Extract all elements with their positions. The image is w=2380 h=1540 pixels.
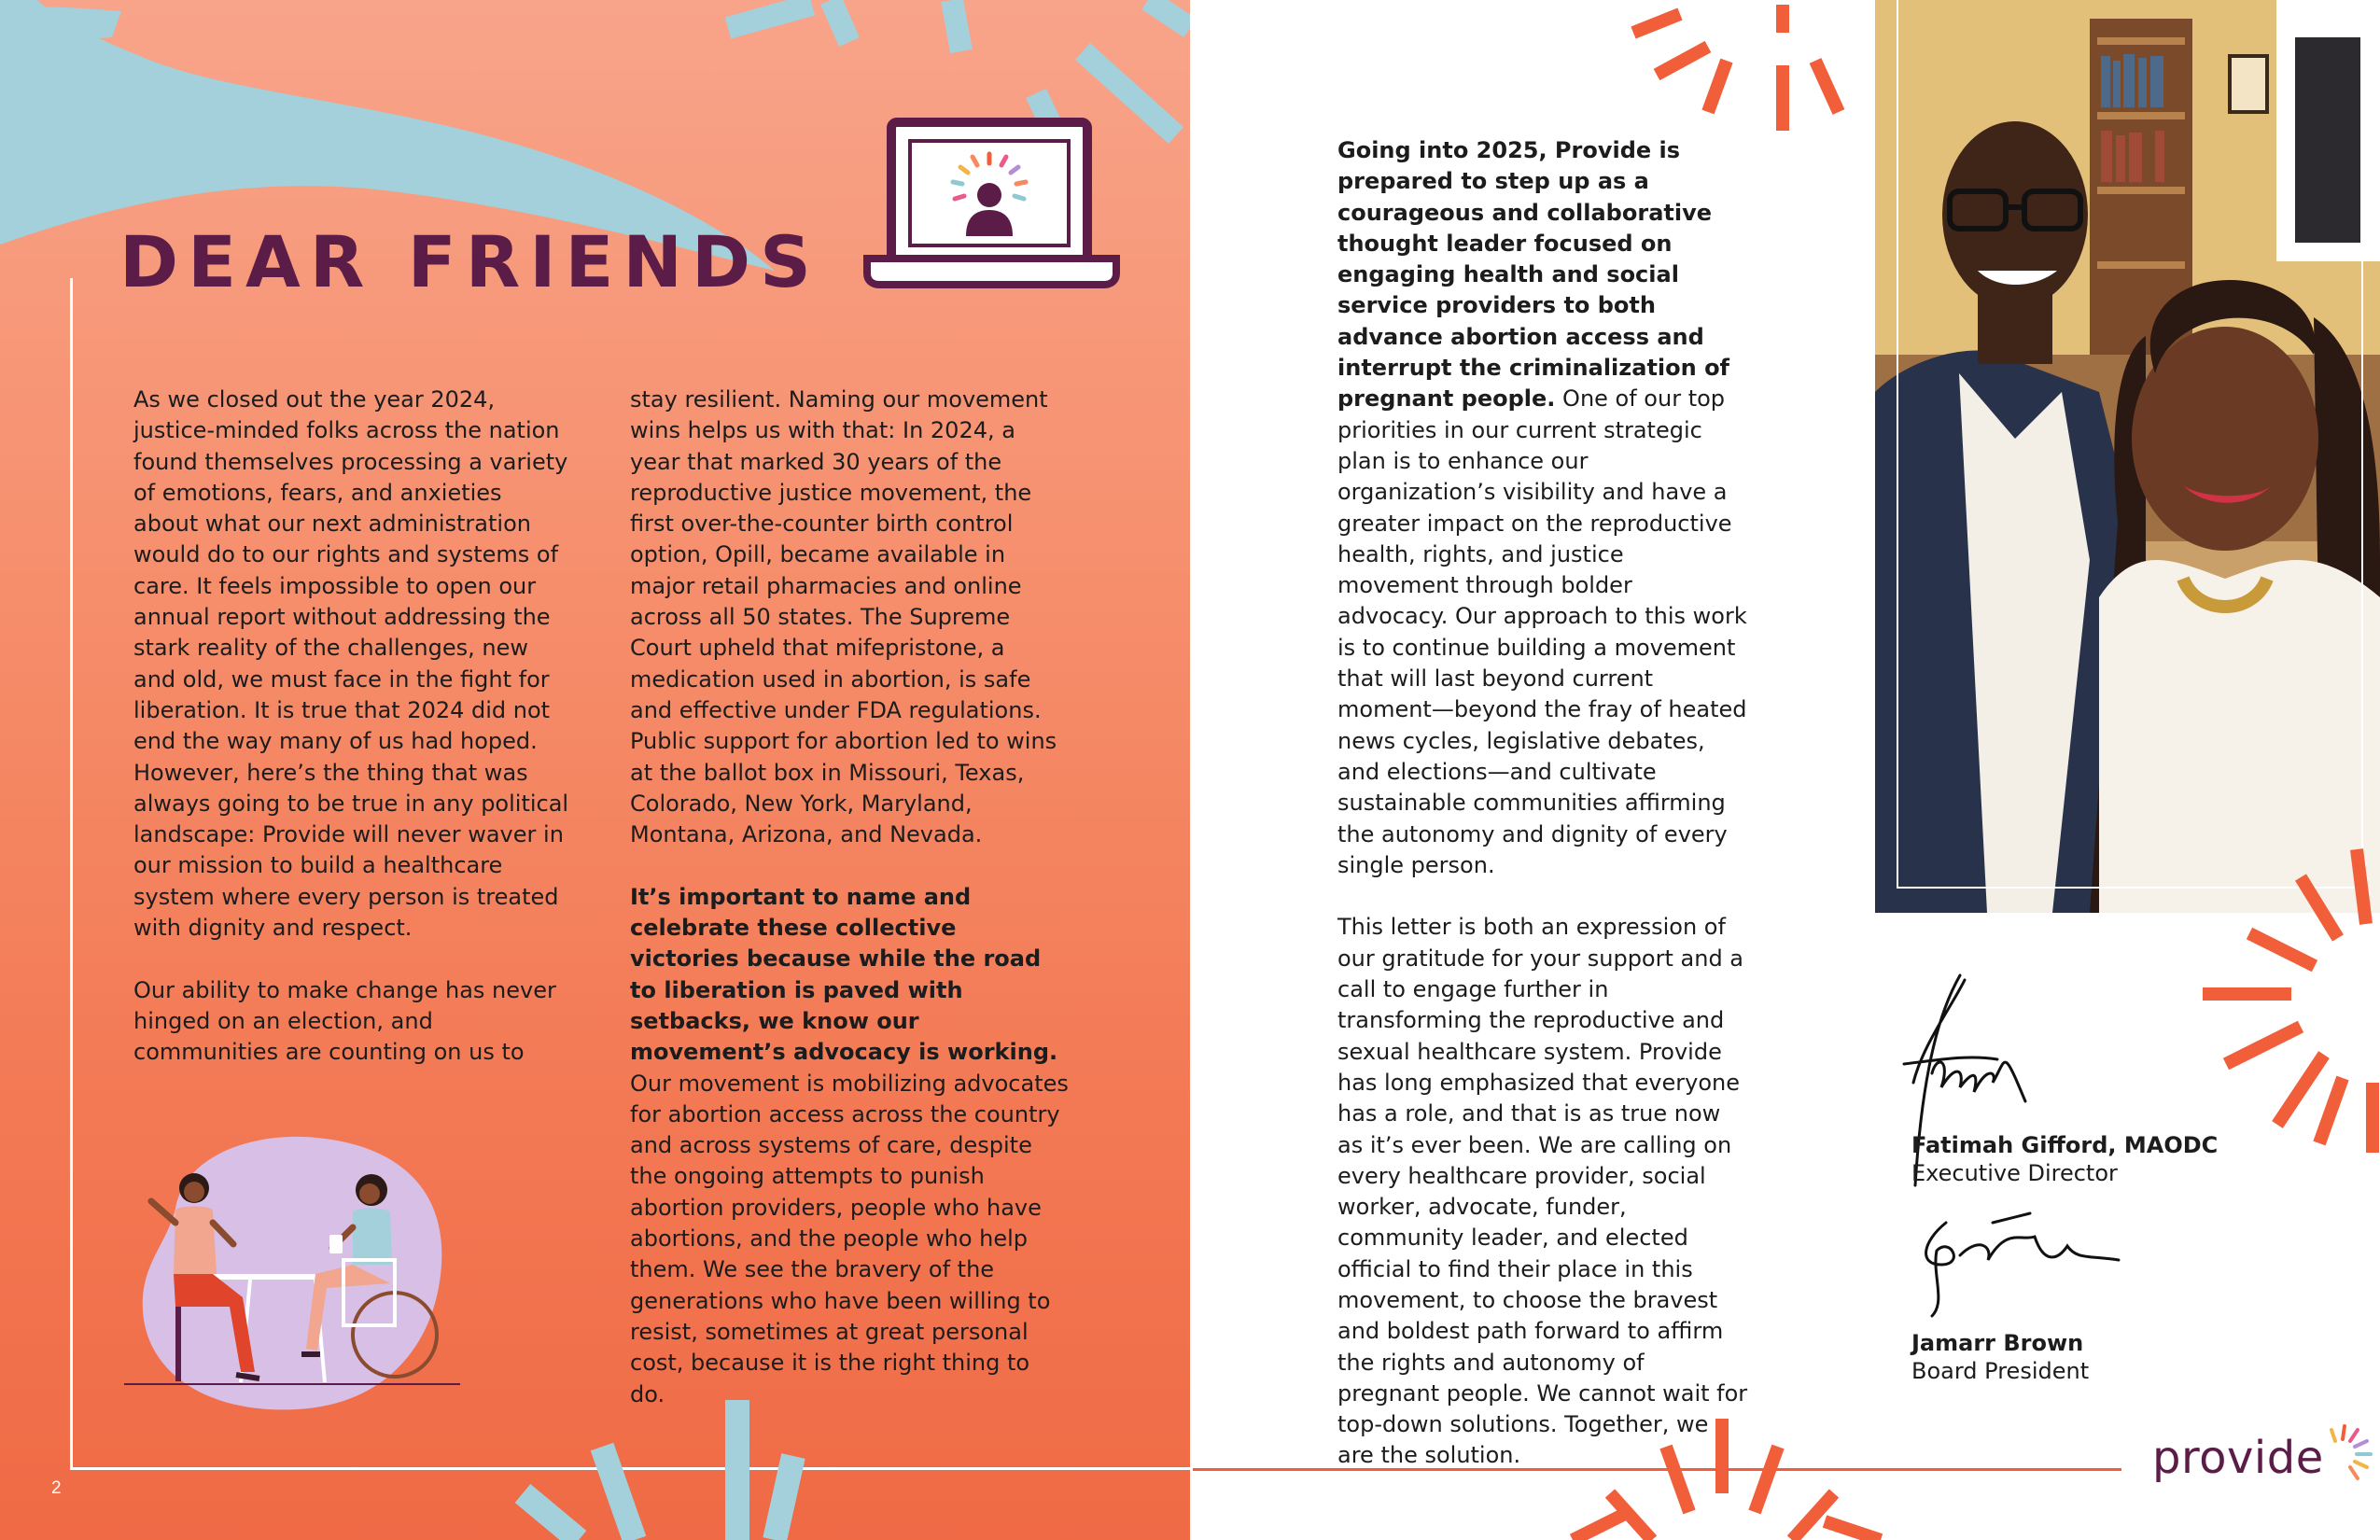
signatory-1-role: Executive Director (1911, 1160, 2118, 1186)
column-3-paragraph-2: This letter is both an expression of our gratitude for your support and a call to engage further in transforming the reproductive and sexual healthcare system. Provide has long emphasized that everyone has a role, and that is as true now as it’s ever been. We are calling on every healthcare provider, social worker, advocate, funder, community leader, and elected official to find their place in this movement, to choose the bravest and boldest path forward to affirm the rights and autonomy of pregnant people. We cannot wait for top-down solutions. Together, we are the solution. (1337, 914, 1748, 1469)
provide-logo-text: provide (2152, 1432, 2324, 1484)
photo-frame (1897, 0, 2363, 889)
top-coral-sunburst (1624, 0, 1904, 140)
column-3-paragraph-1 (1337, 135, 1748, 881)
jamarr-signature (1904, 1209, 2128, 1321)
two-people-at-table-illustration (119, 1134, 474, 1414)
page-number: 2 (51, 1478, 62, 1498)
bottom-coral-sunburst (1563, 1409, 1890, 1540)
signatory-1-name: Fatimah Gifford, MAODC (1911, 1132, 2219, 1158)
column-1-paragraph-1: As we closed out the year 2024, justice-minded folks across the nation found themselves processing a variety of emotions, fears, and anxieties about what our next administration would do to our rights and systems of care. It feels impossible to open our annual report without addressing the stark reality of the challenges, new and old, we must face in the fight for liberation. It is true that 2024 did not end the way many of us had hoped. However, here’s the thing that was always going to be true in any political landscape: Provide will never waver in our mission to build a healthcare system where every person is treated with dignity and respect. (133, 386, 569, 942)
column-2-bold-lead: It’s important to name and celebrate these collective victories because while the road to liberation is paved with setbacks, we know our movement’s advocacy is working. (630, 883, 1058, 1066)
provide-logo (2152, 1419, 2380, 1484)
letter-column-2 (630, 385, 1069, 1441)
bottom-divider (1193, 1468, 2121, 1471)
provide-sunburst-icon (2324, 1419, 2380, 1484)
column-3-paragraph-1-rest: One of our top priorities in our current strategic plan is to enhance our organization’s visibility and have a greater impact on the reproductive health, rights, and justice movement through bolder advocacy. Our approach to this work is to continue building a movement that will last beyond current moment—beyond the fray of heated news cycles, legislative debates, and elections—and cultivate sustainable communities affirming the autonomy and dignity of every single person. (1337, 385, 1747, 878)
column-3-bold-lead: Going into 2025, Provide is prepared to step up as a courageous and collaborative thought leader focused on engaging health and social service providers to both advance abortion access and interrupt the criminalization of pregnant people. (1337, 137, 1729, 413)
letter-column-3 (1337, 135, 1748, 1503)
column-2-paragraph-2 (630, 882, 1069, 1410)
bottom-blue-sunburst (504, 1400, 877, 1540)
signatory-2 (1911, 1329, 2089, 1385)
column-2-paragraph-2-rest: Our movement is mobilizing advocates for abortion access across the country and across systems of care, despite the ongoing attempts to punish abortion providers, people who have abortions, and the people who help them. We see the bravery of the generations who have been willing to resist, sometimes at great personal cost, because it is the right thing to do. (630, 1070, 1069, 1407)
laptop-icon (863, 117, 1120, 289)
signatory-1 (1911, 1131, 2218, 1187)
letter-column-1 (133, 385, 572, 1099)
signatory-2-name: Jamarr Brown (1911, 1330, 2084, 1356)
page-title: DEAR FRIENDS (119, 220, 820, 303)
right-coral-sunburst (2198, 840, 2380, 1176)
signatory-2-role: Board President (1911, 1358, 2090, 1384)
column-2-paragraph-1: stay resilient. Naming our movement wins helps us with that: In 2024, a year that marked 30 years of the reproductive justice movement, the first over-the-counter birth control option, Opill, became available in major retail pharmacies and online across all 50 states. The Supreme Court upheld that mifepristone, a medication used in abortion, is safe and effective under FDA regulations. Public support for abortion led to wins at the ballot box in Missouri, Texas, Colorado, New York, Maryland, Montana, Arizona, and Nevada. (630, 386, 1057, 848)
column-1-paragraph-2: Our ability to make change has never hinged on an election, and communities are counting on us to (133, 976, 556, 1066)
